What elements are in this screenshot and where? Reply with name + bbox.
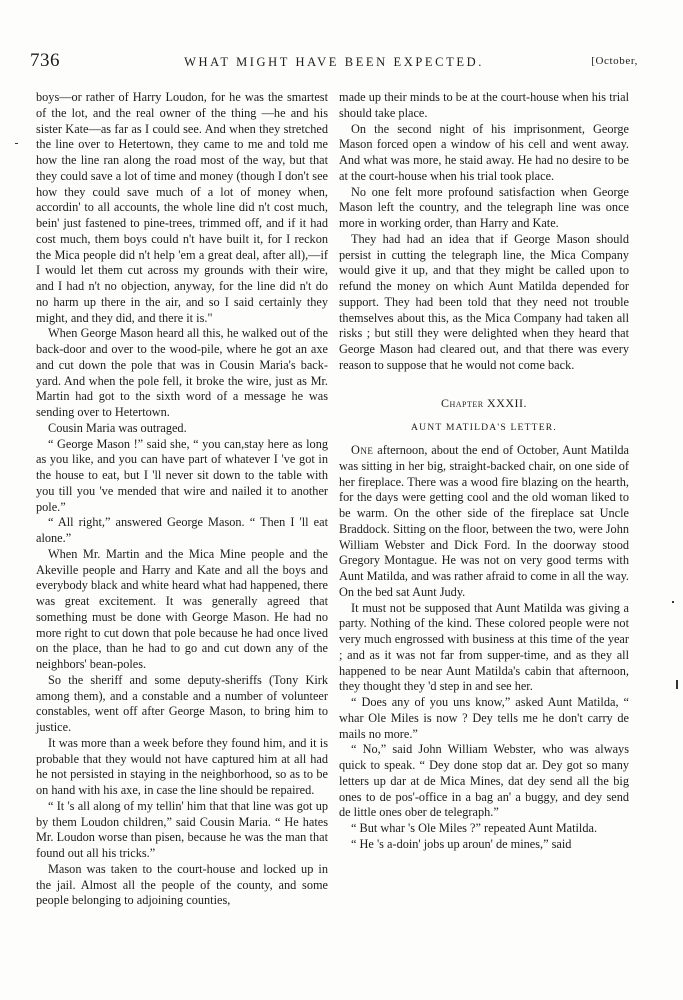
paragraph: “ It 's all along of my tellin' him that that line was got up by them Loudon children,” said Cousin Maria. “ He hates Mr. Loudon worse than pisen, because he was the man that found out all his tricks.”: [36, 798, 328, 860]
paragraph: They had had an idea that if George Mason should persist in cutting the telegraph line, the Mica Company would give it up, and that they might be called upon to refund the money on which Aunt Matilda depended for support. They had been told that they need not trouble themselves about this, as the Mica Company had taken all risks ; but still they were delighted when they heard that George Mason had cleared out, and that there was every reason to suppose that he would not come back.: [339, 231, 629, 372]
running-header: [30, 50, 638, 74]
scan-margin-mark: [15, 143, 18, 144]
paragraph: It must not be supposed that Aunt Matilda was giving a party. Nothing of the kind. These colored people were not very much engrossed with business at this time of the year ; and as it was not far from supper-time, and as they all happened to be near Aunt Matilda's cabin that afternoon, they thought they 'd step in and see her.: [339, 600, 629, 694]
chapter-heading: Chapter XXXII.: [440, 395, 528, 410]
paragraph: On the second night of his imprisonment, George Mason forced open a window of his cell and went away. And what was more, he staid away. He had no desire to be at the court-house when his trial took place.: [339, 121, 629, 183]
paragraph: made up their minds to be at the court-house when his trial should take place.: [339, 90, 629, 120]
paragraph: Cousin Maria was outraged.: [48, 420, 187, 435]
paragraph: So the sheriff and some deputy-sheriffs (Tony Kirk among them), and a constable and a number of volunteer constables, went off after George Mason, to bring him to justice.: [36, 672, 328, 734]
paragraph: “ George Mason !” said she, “ you can,stay here as long as you like, and you can have part of whatever I 've got in the house to eat, but I 'll never sit down to the table with you till you 've mended that wire and nailed it to another pole.”: [36, 436, 328, 514]
paragraph: “ He 's a-doin' jobs up aroun' de mines,” said: [351, 836, 572, 851]
chapter-opening-paragraph: One afternoon, about the end of October, Aunt Matilda was sitting in her big, straight-backed chair, on one side of her fireplace. There was a wood fire blazing on the hearth, for the days were getting cool and the old woman liked to be warm. On the other side of the fireplace sat Uncle Braddock. Sitting on the floor, between the two, were John William Webster and Dick Ford. In the doorway stood Gregory Montague. He was not on very good terms with Aunt Matilda, and was rather afraid to come in all the way. On the bed sat Aunt Judy.: [339, 443, 629, 599]
paragraph: It was more than a week before they found him, and it is probable that they would not have captured him at all had he not persisted in staying in the neighborhood, so as to be on hand with his axe, in case the line should be repaired.: [36, 735, 328, 797]
right-column: [339, 90, 629, 853]
paragraph: boys—or rather of Harry Loudon, for he was the smartest of the lot, and the real owner of the thing —he and his sister Kate—as far as I could see. And when they stretched the line over to Hetertown, they came to me and told me how the line ran along the road most of the way, but that they could save a lot of time and money (though I don't see how they could save much of a lot of money when, accordin' to all accounts, the whole line did n't cost much, bein' just fastened to pine-trees, trimmed off, and if it had cost much, them boys could n't have built it, for I reckon the Mica people did n't help 'em a great deal, after all),—if I would let them cut across my grounds with their wire, and I had n't no objection, anyway, for the line did n't do no harm up there in the air, and so I said certainly they might, and they did, and there it is.": [36, 90, 328, 325]
paragraph: When Mr. Martin and the Mica Mine people and the Akeville people and Harry and Kate and all the boys and everybody black and white heard what had happened, there was great excitement. It was generally agreed that something must be done with George Mason. He had no more right to cut down that pole because he had once lived on the place, than he had to go and cut down any of the neighbors' bean-poles.: [36, 546, 328, 671]
paragraph: “ No,” said John William Webster, who was always quick to speak. “ Dey done stop dat ar. Dey got so many letters up dar at de Mica Mines, dat dey send all the big ones to de pos'-office in a bag an' a buggy, and dey send de little ones ober de telegraph.”: [339, 742, 629, 820]
paragraph: No one felt more profound satisfaction when George Mason left the country, and the telegraph line was once more in working order, than Harry and Kate.: [339, 184, 629, 230]
running-title: WHAT MIGHT HAVE BEEN EXPECTED.: [184, 55, 484, 69]
header-month: [October,: [591, 55, 638, 67]
opening-word: One: [351, 443, 374, 457]
left-column: [36, 90, 328, 909]
paragraph: Mason was taken to the court-house and locked up in the jail. Almost all the people of the county, and some people belonging to adjoining counties,: [36, 861, 328, 908]
paragraph: When George Mason heard all this, he walked out of the back-door and over to the wood-pile, where he got an axe and cut down the pole that was in Cousin Maria's back-yard. And when the pole fell, it broke the wire, just as Mr. Martin had got to the sixth word of a message he was sending over to Hetertown.: [36, 326, 328, 419]
scan-margin-mark: [672, 601, 674, 603]
page-number: 736: [30, 50, 60, 71]
paragraph: “ But whar 's Ole Miles ?” repeated Aunt Matilda.: [351, 821, 598, 835]
chapter-title: AUNT MATILDA'S LETTER.: [411, 422, 557, 434]
paragraph: “ Does any of you uns know,” asked Aunt Matilda, “ whar Ole Miles is now ? Dey tells me he don't carry de mails no more.”: [339, 695, 629, 741]
scan-margin-mark: [676, 680, 678, 689]
paragraph: “ All right,” answered George Mason. “ Then I 'll eat alone.”: [36, 515, 328, 545]
